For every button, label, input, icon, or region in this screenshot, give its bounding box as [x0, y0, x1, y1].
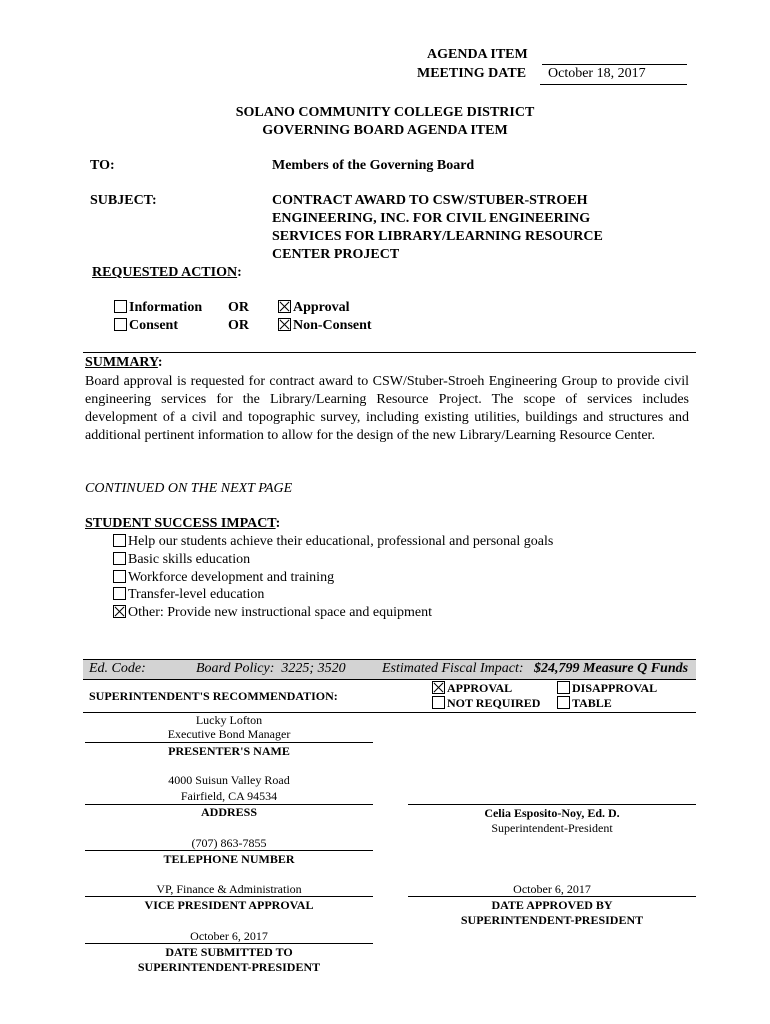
- address-line-1: 4000 Suisun Valley Road: [168, 773, 290, 787]
- ssi-item-transfer[interactable]: [113, 587, 264, 603]
- rec-not-required-label: NOT REQUIRED: [447, 696, 541, 710]
- summary-heading: [85, 355, 163, 371]
- ssi-item-text: Other: Provide new instructional space and equipment: [128, 605, 433, 620]
- rec-approval[interactable]: [432, 681, 512, 696]
- approval-option[interactable]: [278, 300, 350, 316]
- meeting-date-label: MEETING DATE: [417, 66, 527, 81]
- date-approved-label-1: DATE APPROVED BY: [491, 898, 613, 912]
- date-submitted-value: October 6, 2017: [190, 929, 268, 943]
- information-checkbox[interactable]: [114, 300, 127, 313]
- vice-president-label: VICE PRESIDENT APPROVAL: [144, 898, 314, 912]
- continued-note: CONTINUED ON THE NEXT PAGE: [85, 481, 293, 496]
- presenter-name: Lucky Lofton: [195, 713, 263, 727]
- or-label-1: OR: [228, 300, 249, 315]
- date-approved-value: October 6, 2017: [513, 882, 591, 896]
- ssi-item-workforce[interactable]: [113, 570, 334, 586]
- summary-label: SUMMARY: [85, 355, 158, 370]
- ssi-checkbox[interactable]: [113, 570, 126, 583]
- rec-approval-label: APPROVAL: [447, 681, 513, 695]
- student-success-label: STUDENT SUCCESS IMPACT: [85, 516, 276, 531]
- approval-label: Approval: [293, 300, 350, 315]
- non-consent-option[interactable]: [278, 318, 372, 334]
- subject-line-1: CONTRACT AWARD TO CSW/STUBER-STROEH: [272, 193, 588, 208]
- agenda-title: GOVERNING BOARD AGENDA ITEM: [262, 123, 508, 138]
- ssi-item-goals[interactable]: [113, 534, 553, 550]
- rec-not-required-checkbox[interactable]: [432, 696, 445, 709]
- presenter-line: [85, 742, 373, 743]
- telephone-line: [85, 850, 373, 851]
- recommendation-label: SUPERINTENDENT'S RECOMMENDATION:: [89, 689, 338, 703]
- ssi-item-text: Help our students achieve their educational, professional and personal goals: [128, 534, 554, 549]
- district-title: SOLANO COMMUNITY COLLEGE DISTRICT: [235, 105, 535, 120]
- agenda-item-label: AGENDA ITEM: [427, 47, 528, 62]
- meeting-date-value: October 18, 2017: [548, 66, 646, 81]
- non-consent-label: Non-Consent: [293, 318, 372, 333]
- student-success-heading: [85, 516, 280, 532]
- ssi-checkbox[interactable]: [113, 587, 126, 600]
- presenter-title: Executive Bond Manager: [167, 727, 291, 741]
- rec-disapproval[interactable]: [557, 681, 657, 696]
- superintendent-name: Celia Esposito-Noy, Ed. D.: [484, 806, 620, 820]
- subject-line-4: CENTER PROJECT: [272, 247, 400, 262]
- information-option[interactable]: [114, 300, 202, 316]
- date-submitted-line: [85, 943, 373, 944]
- rec-not-required[interactable]: [432, 696, 540, 711]
- summary-colon: :: [157, 355, 163, 370]
- consent-option[interactable]: [114, 318, 178, 334]
- information-label: Information: [129, 300, 203, 315]
- non-consent-checkbox[interactable]: [278, 318, 291, 331]
- fiscal-impact-label: Estimated Fiscal Impact:: [382, 661, 524, 676]
- requested-action-label: REQUESTED ACTION: [92, 265, 238, 280]
- fiscal-impact-value: $24,799 Measure Q Funds: [534, 661, 689, 676]
- ssi-checkbox[interactable]: [113, 534, 126, 547]
- date-approved-label-2: SUPERINTENDENT-PRESIDENT: [460, 913, 644, 927]
- board-policy-label: Board Policy:: [196, 661, 275, 676]
- subject-line-3: SERVICES FOR LIBRARY/LEARNING RESOURCE: [272, 229, 603, 244]
- rec-table[interactable]: [557, 696, 612, 711]
- rec-disapproval-checkbox[interactable]: [557, 681, 570, 694]
- requested-action-heading: [92, 265, 242, 281]
- vice-president-value: VP, Finance & Administration: [156, 882, 302, 896]
- telephone-value: (707) 863-7855: [191, 836, 267, 850]
- subject-label: SUBJECT:: [90, 193, 157, 208]
- ssi-checkbox[interactable]: [113, 552, 126, 565]
- or-label-2: OR: [228, 318, 249, 333]
- rec-table-label: TABLE: [572, 696, 612, 710]
- rec-approval-checkbox[interactable]: [432, 681, 445, 694]
- rec-table-checkbox[interactable]: [557, 696, 570, 709]
- superintendent-title: Superintendent-President: [491, 821, 613, 835]
- consent-label: Consent: [129, 318, 179, 333]
- ssi-checkbox-checked[interactable]: [113, 605, 126, 618]
- summary-text: Board approval is requested for contract award to CSW/Stuber-Stroeh Engineering Group to provide civil engineering services for the Library/Learning Resource Project. The scope of services includes development of a civil and topographic survey, including existing utilities, buildings and structures and additional pertinent information to allow for the design of the new Library/Learning Resource Center.: [85, 374, 689, 443]
- ssi-item-text: Basic skills education: [128, 552, 251, 567]
- section-divider: [83, 352, 696, 353]
- rec-disapproval-label: DISAPPROVAL: [572, 681, 658, 695]
- ssi-item-other[interactable]: [113, 605, 432, 621]
- agenda-item-line: [542, 64, 687, 65]
- ssi-item-text: Workforce development and training: [128, 570, 335, 585]
- requested-action-colon: :: [237, 265, 242, 280]
- date-submitted-label-1: DATE SUBMITTED TO: [165, 945, 293, 959]
- superintendent-signature-line: [408, 804, 696, 805]
- address-line-2: Fairfield, CA 94534: [180, 789, 278, 803]
- vice-president-line: [85, 896, 373, 897]
- board-policy: [196, 661, 346, 677]
- to-value: Members of the Governing Board: [272, 158, 475, 173]
- presenter-label: PRESENTER'S NAME: [168, 744, 290, 758]
- consent-checkbox[interactable]: [114, 318, 127, 331]
- board-policy-value: 3225; 3520: [281, 661, 346, 676]
- address-label: ADDRESS: [200, 805, 257, 819]
- date-submitted-label-2: SUPERINTENDENT-PRESIDENT: [137, 960, 321, 974]
- subject-line-2: ENGINEERING, INC. FOR CIVIL ENGINEERING: [272, 211, 591, 226]
- date-approved-line: [408, 896, 696, 897]
- telephone-label: TELEPHONE NUMBER: [163, 852, 295, 866]
- meeting-date-line: [540, 84, 687, 85]
- ed-code-label: Ed. Code:: [89, 661, 146, 676]
- ssi-item-basic-skills[interactable]: [113, 552, 250, 568]
- student-success-colon: :: [275, 516, 281, 531]
- fiscal-impact: [382, 661, 688, 677]
- ssi-item-text: Transfer-level education: [128, 587, 265, 602]
- approval-checkbox[interactable]: [278, 300, 291, 313]
- to-label: TO:: [90, 158, 115, 173]
